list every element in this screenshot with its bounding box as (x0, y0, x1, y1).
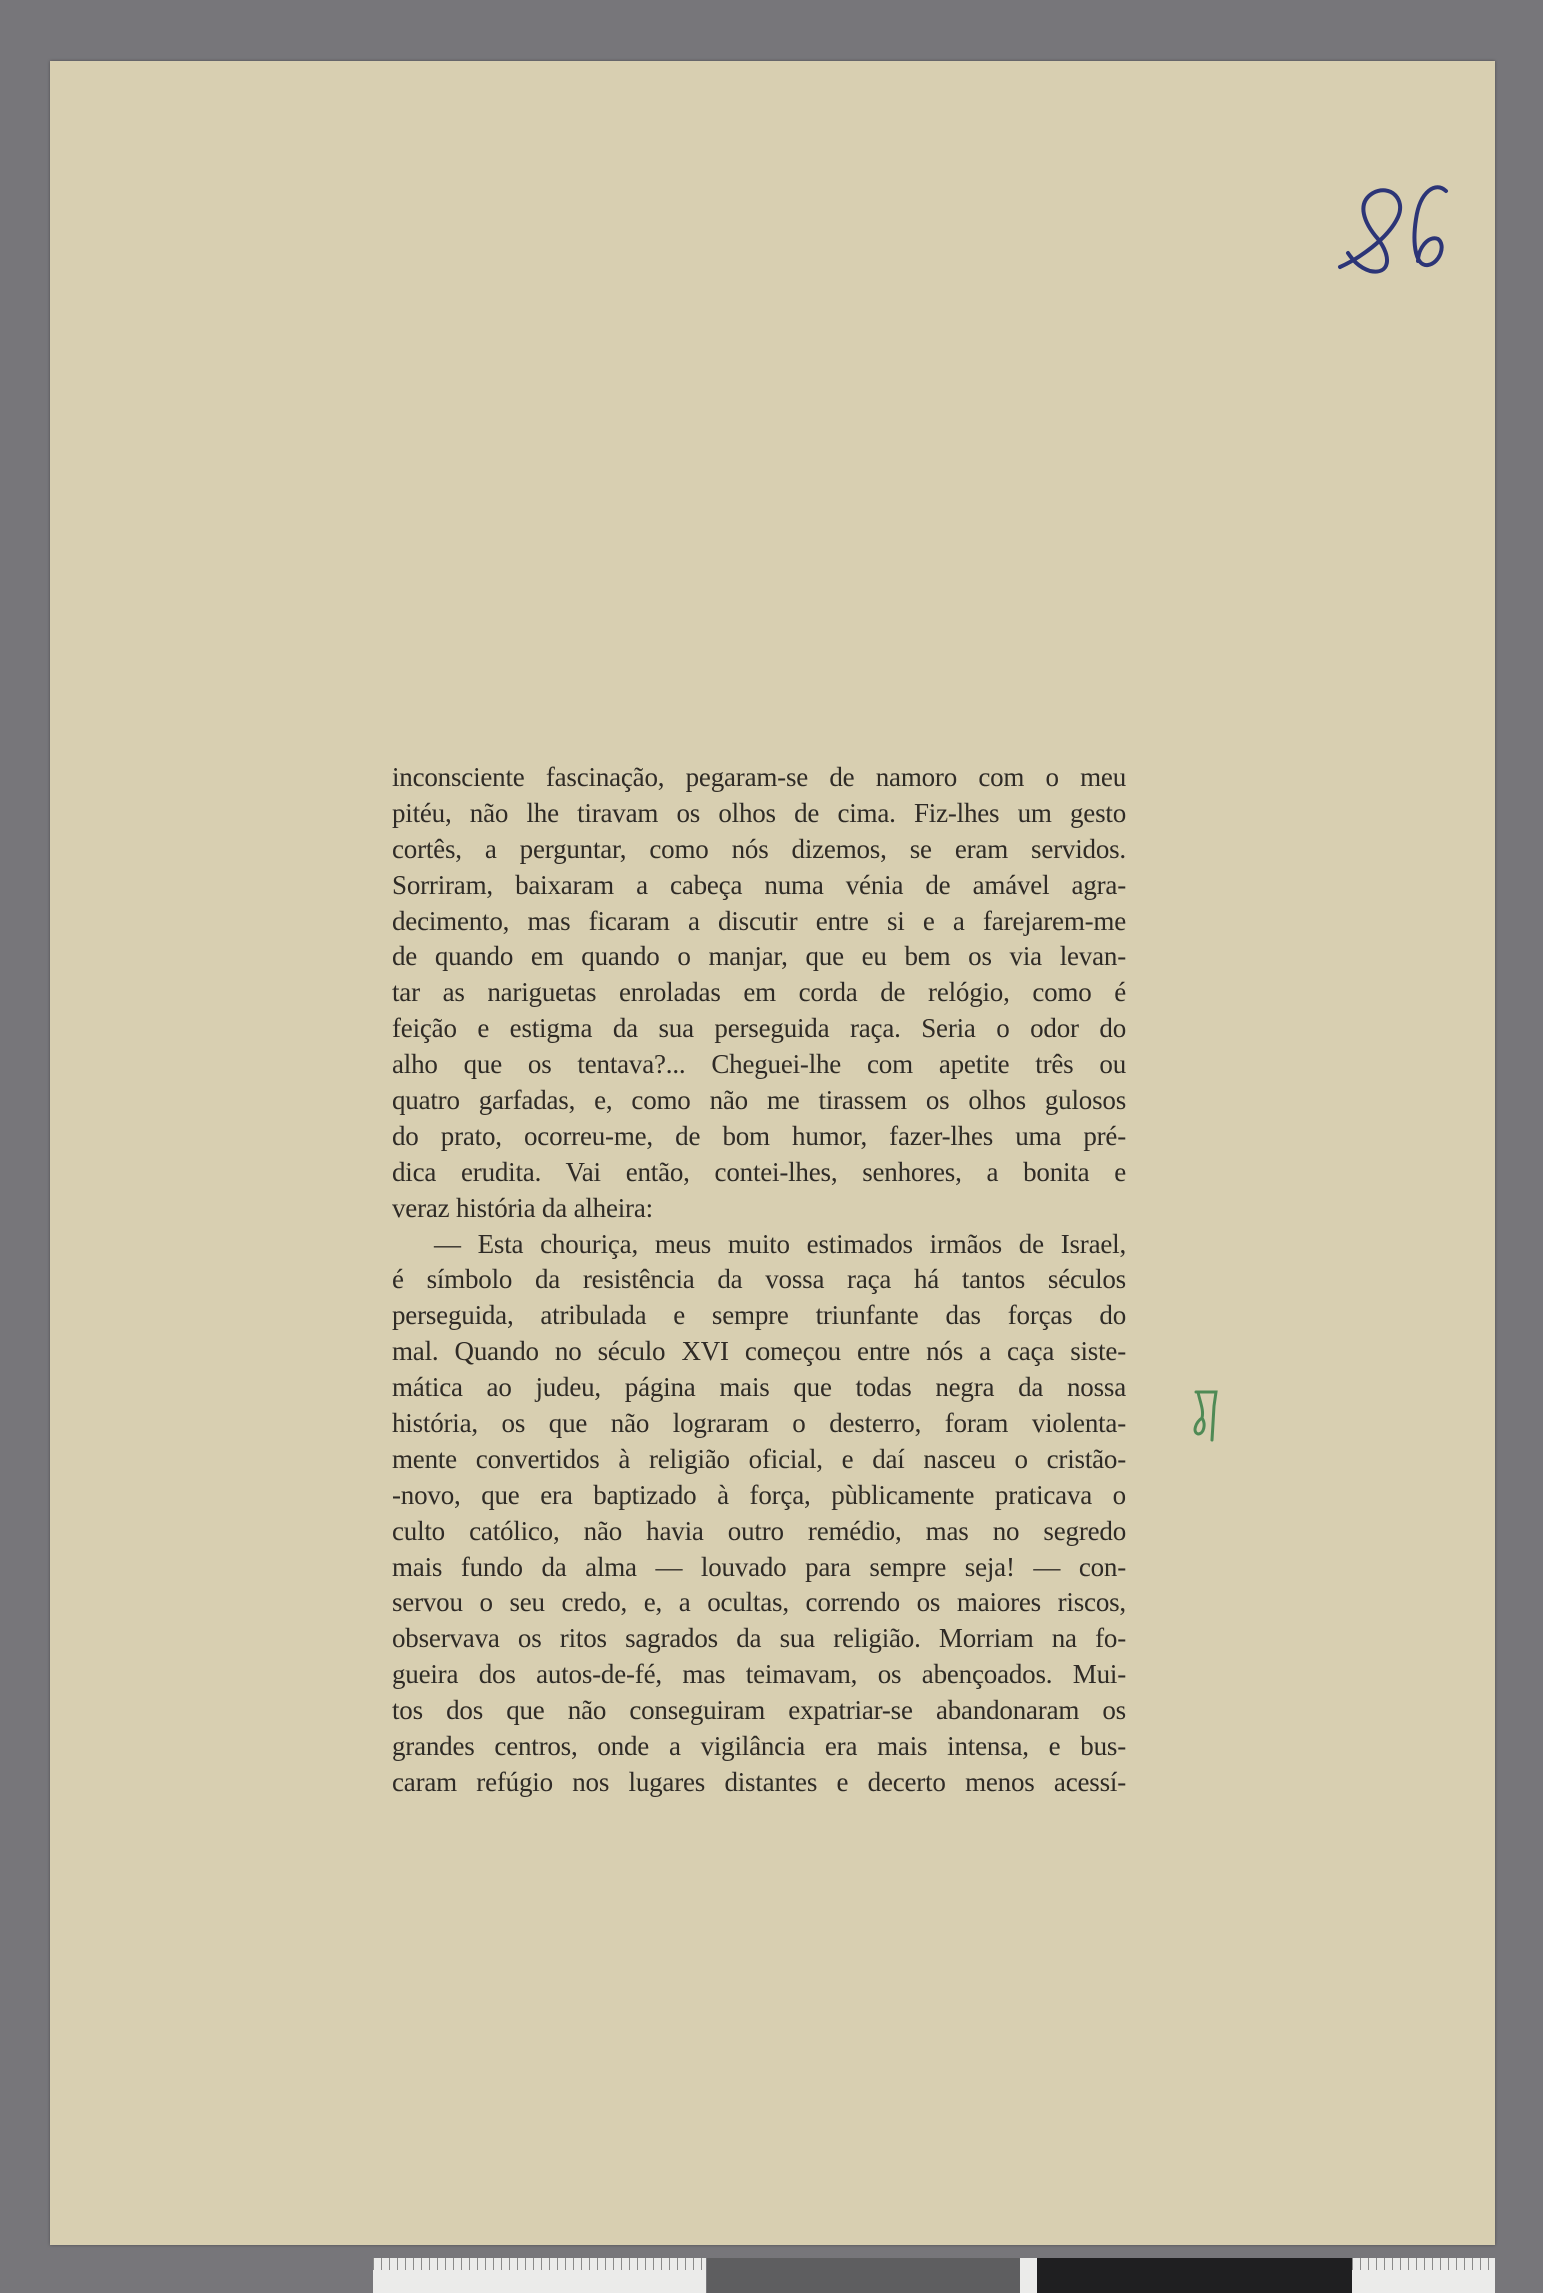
text-line: mais fundo da alma — louvado para sempre seja! — con- (392, 1551, 1126, 1582)
text-line: cortês, a perguntar, como nós dizemos, se eram servidos. (392, 833, 1126, 864)
text-line: inconsciente fascinação, pegaram-se de namoro com o meu (392, 762, 1126, 792)
scale-ruler-white-right (1352, 2258, 1495, 2293)
scale-ruler-gap (1020, 2258, 1037, 2293)
scale-ruler-white (373, 2258, 706, 2293)
text-line: tar as nariguetas enroladas em corda de relógio, como é (392, 977, 1126, 1008)
text-line: servou o seu credo, e, a ocultas, correndo os maiores riscos, (392, 1587, 1126, 1618)
handwritten-margin-mark (1190, 1388, 1226, 1444)
text-line: de quando em quando o manjar, que eu bem os via levan- (392, 941, 1126, 972)
text-line: dica erudita. Vai então, contei-lhes, senhores, a bonita e (392, 1156, 1126, 1187)
text-line: do prato, ocorreu-me, de bom humor, fazer-lhes uma pré- (392, 1120, 1126, 1151)
text-line: grandes centros, onde a vigilância era mais intensa, e bus- (392, 1731, 1126, 1762)
text-line: decimento, mas ficaram a discutir entre si e a farejarem-me (392, 905, 1126, 936)
text-line: mente convertidos à religião oficial, e daí nasceu o cristão- (392, 1443, 1126, 1474)
text-line: quatro garfadas, e, como não me tirassem os olhos gulosos (392, 1085, 1126, 1116)
text-line: gueira dos autos-de-fé, mas teimavam, os abençoados. Mui- (392, 1659, 1126, 1690)
text-line: mática ao judeu, página mais que todas negra da nossa (392, 1372, 1126, 1403)
text-line: tos dos que não conseguiram expatriar-se abandonaram os (392, 1695, 1126, 1726)
body-text (392, 760, 1126, 1801)
text-line: -novo, que era baptizado à força, pùblicamente praticava o (392, 1479, 1126, 1510)
text-line: é símbolo da resistência da vossa raça há tantos séculos (392, 1264, 1126, 1295)
text-line: caram refúgio nos lugares distantes e decerto menos acessí- (392, 1766, 1126, 1797)
text-line: observava os ritos sagrados da sua religião. Morriam na fo- (392, 1623, 1126, 1654)
text-line: culto católico, não havia outro remédio, mas no segredo (392, 1515, 1126, 1546)
black-calibration-patch (1037, 2258, 1352, 2293)
text-line: mal. Quando no século XVI começou entre nós a caça siste- (392, 1336, 1126, 1367)
text-line: pitéu, não lhe tiravam os olhos de cima. Fiz-lhes um gesto (392, 797, 1126, 828)
handwritten-page-number (1328, 179, 1458, 279)
text-line: alho que os tentava?... Cheguei-lhe com apetite três ou (392, 1049, 1126, 1080)
text-line: veraz história da alheira: (392, 1192, 653, 1223)
text-line: Sorriram, baixaram a cabeça numa vénia de amável agra- (392, 869, 1126, 900)
text-line: — Esta chouriça, meus muito estimados irmãos de Israel, (434, 1228, 1126, 1259)
text-line: perseguida, atribulada e sempre triunfante das forças do (392, 1300, 1126, 1331)
gray-calibration-patch (707, 2258, 1020, 2293)
text-line: história, os que não lograram o desterro, foram violenta- (392, 1408, 1126, 1439)
text-line: feição e estigma da sua perseguida raça. Seria o odor do (392, 1013, 1126, 1044)
